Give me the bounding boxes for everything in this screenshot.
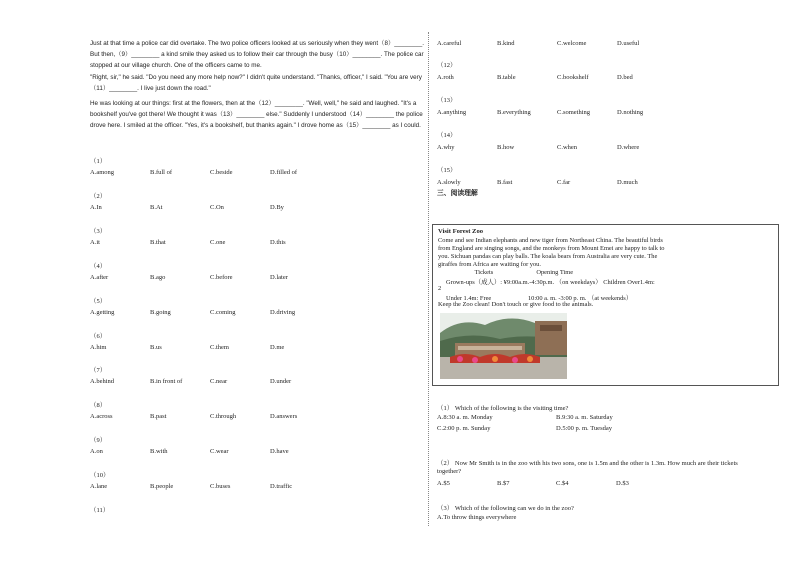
option[interactable]: B.fast <box>497 179 513 186</box>
option[interactable]: A.getting <box>90 308 115 316</box>
option[interactable]: D.have <box>270 448 289 456</box>
option[interactable]: D.later <box>270 273 288 281</box>
question-number: （6） <box>90 332 107 340</box>
option[interactable]: C.something <box>557 109 591 116</box>
option[interactable]: A.him <box>90 343 107 351</box>
notice-line: Grown-ups（成人）: ¥9:00a.m.-4:30p.m. （on weekdays） Children Over1.4m: <box>438 279 655 286</box>
option[interactable]: B.how <box>497 144 515 151</box>
option[interactable]: B.people <box>150 483 174 491</box>
option[interactable]: B.ago <box>150 273 166 281</box>
option[interactable]: D.5:00 p. m. Tuesday <box>556 425 612 432</box>
question-number: （14） <box>437 132 457 139</box>
question-number: （13） <box>437 97 457 104</box>
option[interactable]: C.when <box>557 144 578 151</box>
option[interactable]: A.why <box>437 144 455 151</box>
option[interactable]: D.filled of <box>270 169 298 176</box>
option[interactable]: A.among <box>90 169 115 176</box>
question-number: （2） <box>90 192 107 200</box>
option[interactable]: C.far <box>557 179 571 186</box>
option[interactable]: A.careful <box>437 40 462 47</box>
option[interactable]: C.bookshelf <box>557 74 589 81</box>
reading-question-2: （2） Now Mr Smith is in the zoo with his two sons, one is 1.5m and the other is 1.3m. How much are their tickets <box>437 460 738 467</box>
option[interactable]: D.bed <box>617 74 633 81</box>
question-number: （11） <box>90 507 110 514</box>
reading-question-1: （1） Which of the following is the visiting time? <box>437 405 569 412</box>
section-heading: 三、阅读理解 <box>437 190 478 197</box>
option[interactable]: A.on <box>90 448 103 456</box>
option[interactable]: D.under <box>270 378 292 386</box>
option[interactable]: D.By <box>270 203 284 211</box>
question-number: （8） <box>90 402 107 410</box>
reading-question-3: （3） Which of the following can we do in the zoo? <box>437 505 574 512</box>
option[interactable]: C.buses <box>210 483 231 491</box>
passage-paragraph-1: Just at that time a police car did overtake. The two police officers looked at us seriously when they went（8）________. But then,（9）________ a kind smile they asked us to follow their car through the busy（10）________. The police car stopped at our village church. One of the officers came to me. <box>90 40 425 69</box>
option[interactable]: D.traffic <box>270 483 293 491</box>
option[interactable]: C.near <box>210 378 228 386</box>
notice-line: from England are singing songs, and the monkeys from Mount Emei are happy to talk to <box>438 245 665 252</box>
option[interactable]: B.$7 <box>497 480 510 487</box>
option[interactable]: D.where <box>617 144 640 151</box>
zoo-entrance-photo <box>440 313 567 379</box>
option[interactable]: B.table <box>497 74 516 81</box>
column-divider <box>428 32 429 526</box>
question-number: （12） <box>437 62 457 69</box>
option[interactable]: D.much <box>617 179 638 186</box>
notice-line: Keep the Zoo clean! Don't touch or give food to the animals. <box>438 301 594 308</box>
option[interactable]: A.In <box>90 203 102 211</box>
option[interactable]: A.anything <box>437 109 467 116</box>
notice-line: Under 1.4m: Free 10:00 a. m. -3:00 p. m. （at weekends） <box>438 295 633 302</box>
option[interactable]: A.behind <box>90 378 115 386</box>
option[interactable]: C.2:00 p. m. Sunday <box>437 425 491 432</box>
passage-paragraph-3: He was looking at our things: first at the flowers, then at the（12）________. "Well, well," he said and laughed. "It's a bookshelf you've got there! We thought it was（13）________ else." Suddenly I understood（14）________ the police drove here. I smiled at the officer. "Yes, it's a bookshelf, but thanks again." I drove home as（15）________ as I could. <box>90 100 423 129</box>
notice-line: 2 <box>438 285 442 292</box>
zoo-notice-box <box>432 224 779 386</box>
question-number: （7） <box>90 367 107 375</box>
option[interactable]: C.before <box>210 273 233 281</box>
option[interactable]: C.through <box>210 413 237 421</box>
option[interactable]: D.$3 <box>616 480 629 487</box>
option[interactable]: C.welcome <box>557 40 587 47</box>
notice-line: you. Sichuan pandas can play balls. The koala bears from Australia are very cute. The <box>438 253 658 260</box>
option[interactable]: B.that <box>150 238 166 246</box>
option[interactable]: D.this <box>270 238 286 246</box>
question-number: （3） <box>90 227 107 235</box>
option[interactable]: A.8:30 a. m. Monday <box>437 414 493 421</box>
option[interactable]: B.going <box>150 308 171 316</box>
notice-line: giraffes from Africa are waiting for you. <box>438 261 541 268</box>
option[interactable]: B.everything <box>497 109 531 116</box>
question-number: （10） <box>90 472 110 480</box>
option[interactable]: B.At <box>150 203 163 211</box>
option[interactable]: C.coming <box>210 308 236 316</box>
question-number: （9） <box>90 437 107 445</box>
option[interactable]: D.driving <box>270 308 296 316</box>
option[interactable]: A.across <box>90 413 113 421</box>
option[interactable]: A.it <box>90 238 100 246</box>
option[interactable]: A.after <box>90 273 109 281</box>
option[interactable]: D.answers <box>270 413 298 421</box>
notice-title: Visit Forest Zoo <box>438 228 484 235</box>
option[interactable]: C.beside <box>210 169 233 176</box>
option[interactable]: A.lane <box>90 483 108 491</box>
option[interactable]: C.them <box>210 343 229 351</box>
question-number: （15） <box>437 167 457 174</box>
passage-paragraph-2: "Right, sir," he said. "Do you need any more help now?" I didn't quite understand. "Thanks, officer," I said. "You are very（11）________. I live just down the road." <box>90 74 422 92</box>
option[interactable]: C.wear <box>210 448 229 456</box>
option[interactable]: C.one <box>210 238 226 246</box>
option[interactable]: A.roth <box>437 74 454 81</box>
option[interactable]: D.nothing <box>617 109 644 116</box>
option[interactable]: A.slowly <box>437 179 461 186</box>
question-number: （4） <box>90 262 107 270</box>
option[interactable]: D.useful <box>617 40 640 47</box>
option[interactable]: C.On <box>210 203 224 211</box>
option[interactable]: B.with <box>150 448 168 456</box>
option[interactable]: D.me <box>270 343 285 351</box>
option[interactable]: B.9:30 a. m. Saturday <box>556 414 613 421</box>
option[interactable]: A.To throw things everywhere <box>437 514 517 521</box>
question-number: （1） <box>90 158 107 165</box>
option[interactable]: A.$5 <box>437 480 450 487</box>
option[interactable]: B.full of <box>150 169 173 176</box>
option[interactable]: B.us <box>150 343 162 351</box>
notice-line: Come and see Indian elephants and new tiger from Northeast China. The beautiful birds <box>438 237 663 244</box>
reading-question-2-cont: together? <box>437 468 462 475</box>
option[interactable]: C.$4 <box>556 480 569 487</box>
question-number: （5） <box>90 297 107 305</box>
option[interactable]: B.past <box>150 413 167 421</box>
option[interactable]: B.kind <box>497 40 515 47</box>
notice-line: Tickets Opening Time <box>438 269 574 276</box>
option[interactable]: B.in front of <box>150 378 183 386</box>
